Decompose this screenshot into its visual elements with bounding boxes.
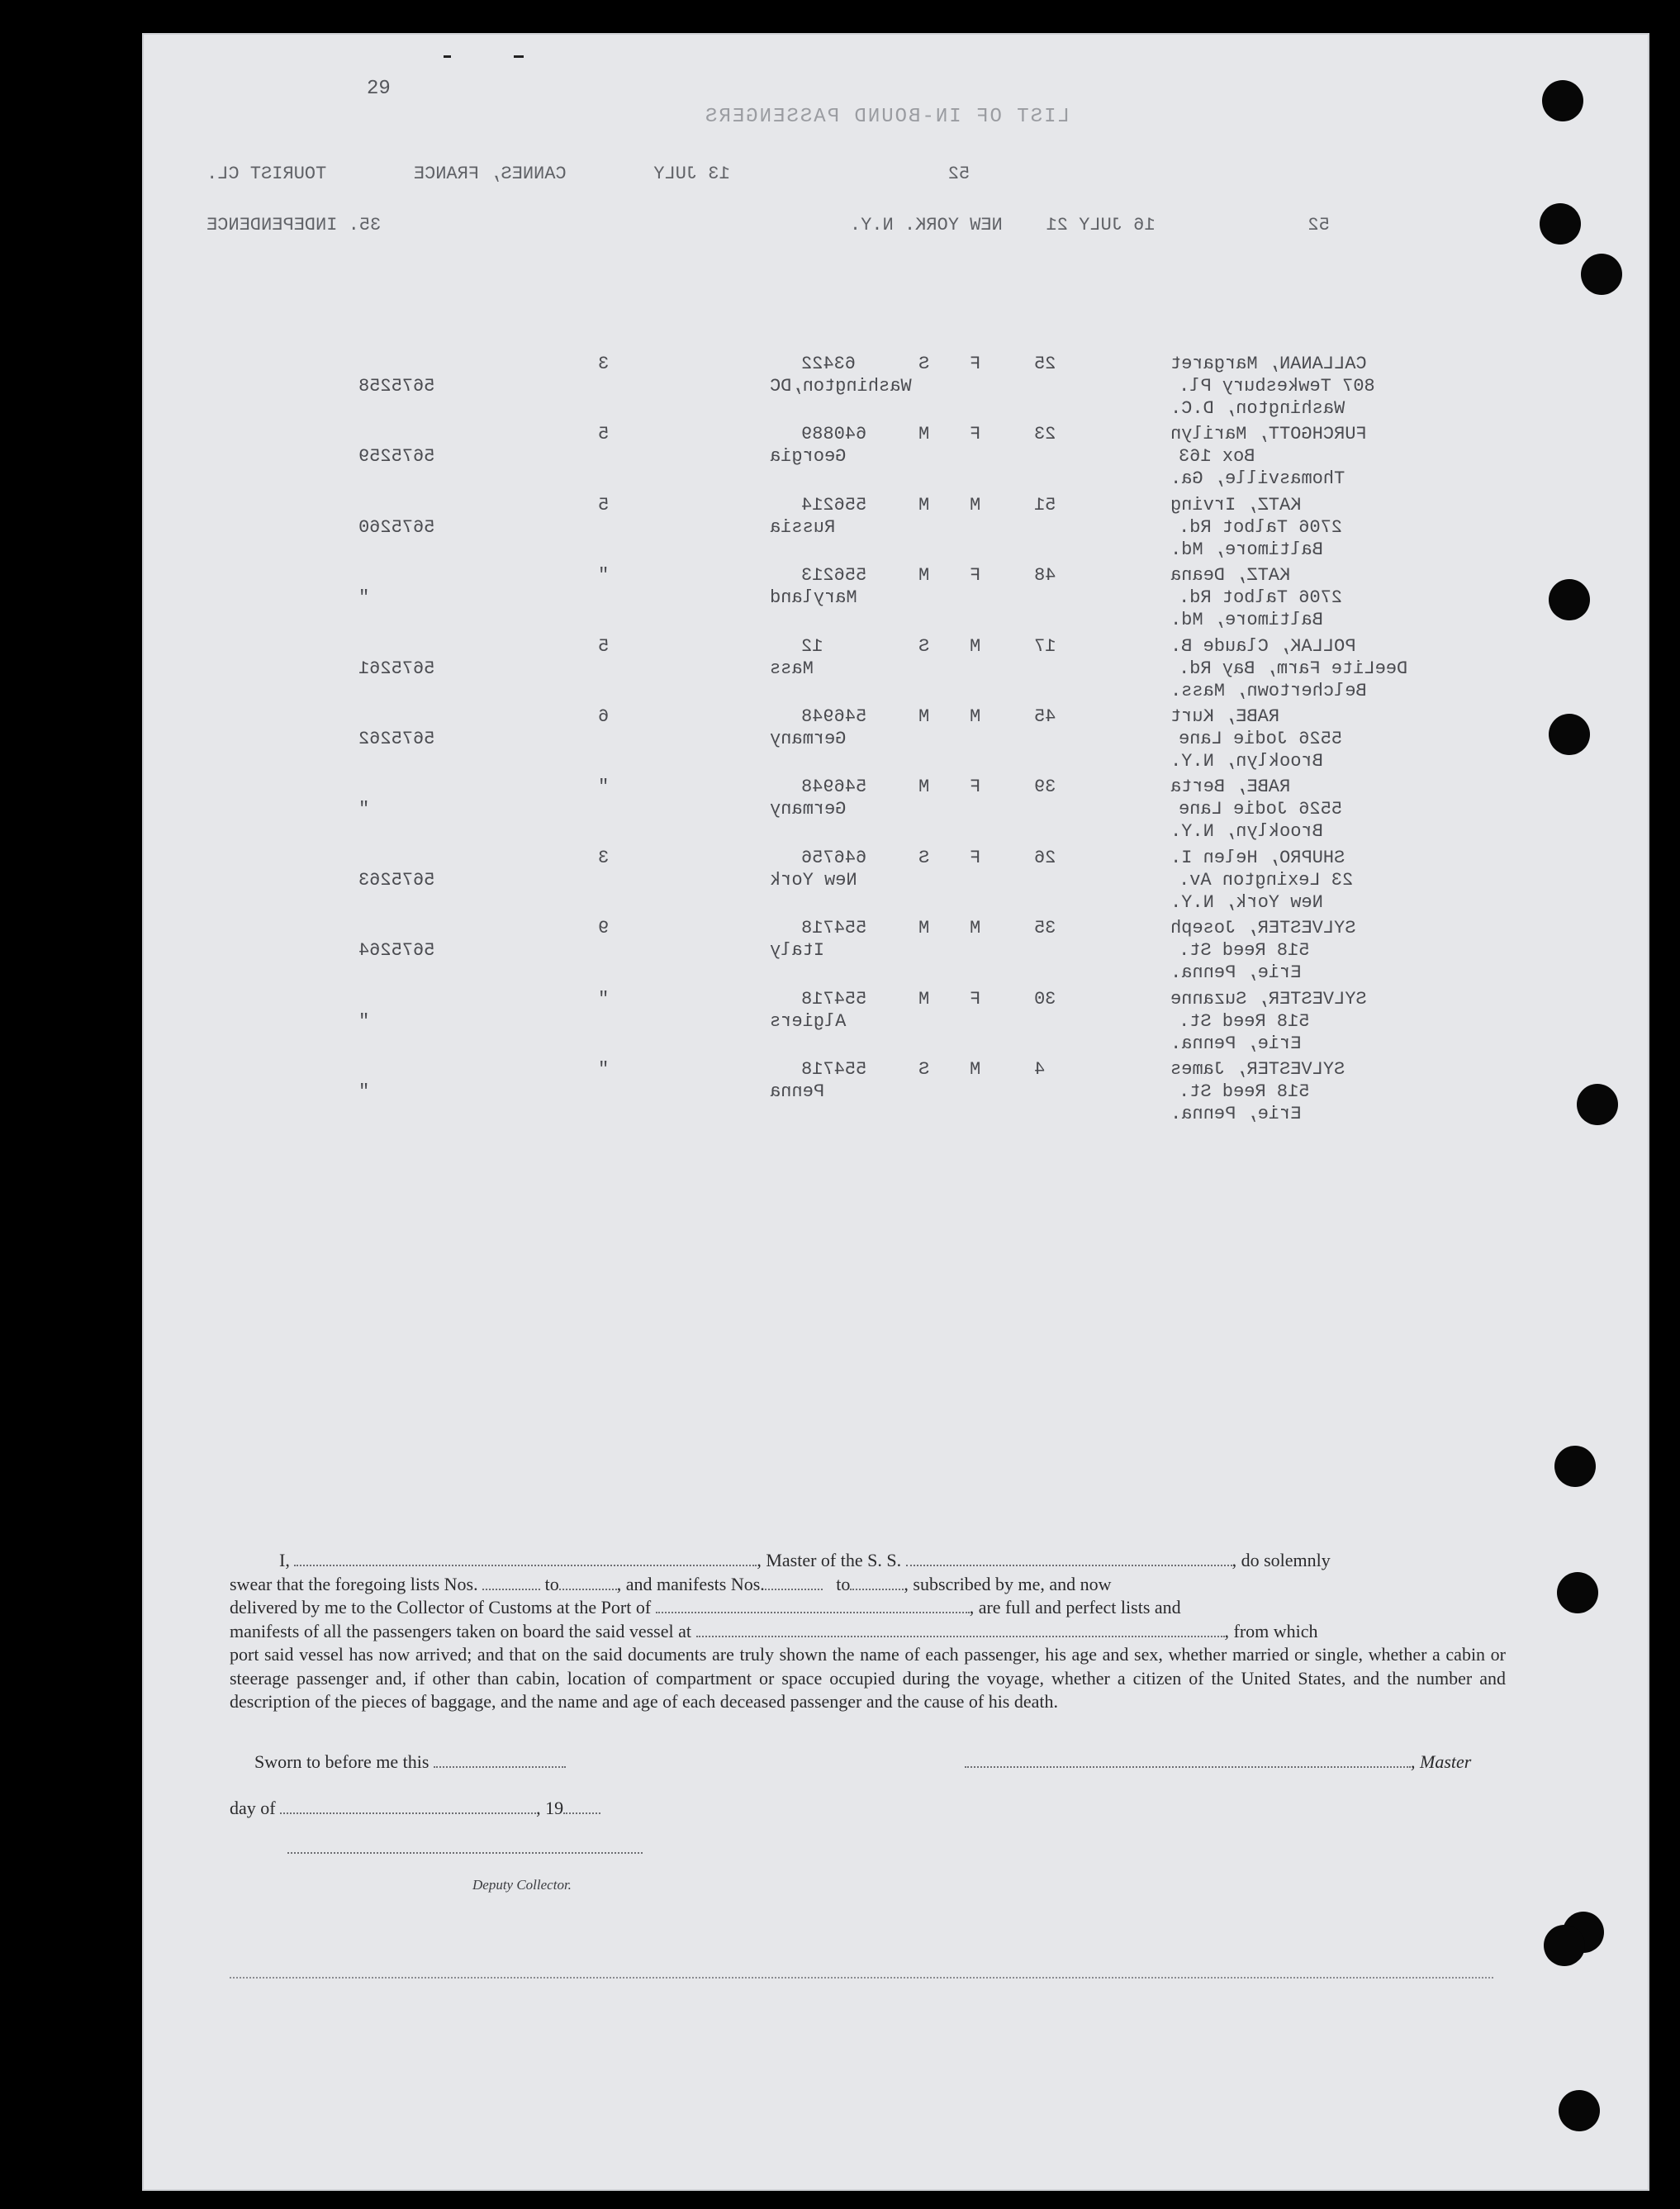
passenger-age: 51 bbox=[1034, 494, 1056, 515]
oath-to-2: to bbox=[836, 1573, 851, 1594]
passenger-certificate: 5675259 bbox=[358, 446, 435, 468]
passenger-age: 45 bbox=[1034, 706, 1056, 727]
oath-full-perfect: , are full and perfect lists and bbox=[969, 1597, 1181, 1618]
passenger-name: SYLVESTER, Suzanne bbox=[1170, 988, 1367, 1009]
passenger-code: 3 bbox=[598, 847, 610, 868]
sworn-line bbox=[254, 1751, 566, 1773]
master-label: , Master bbox=[1411, 1751, 1472, 1772]
deputy-collector-label: Deputy Collector. bbox=[472, 1877, 572, 1893]
passenger-city: Erie, Penna. bbox=[1170, 1033, 1302, 1054]
passenger-sex: M bbox=[970, 635, 981, 657]
passenger-number: 554718 bbox=[801, 1059, 867, 1080]
passenger-nationality: Germany bbox=[770, 729, 847, 749]
oath-solemnly: , do solemnly bbox=[1232, 1550, 1331, 1570]
passenger-number: 556214 bbox=[801, 494, 867, 515]
passenger-age: 25 bbox=[1034, 354, 1056, 374]
passenger-number: 12 bbox=[801, 635, 823, 657]
passenger-certificate: 5675258 bbox=[358, 376, 435, 397]
passenger-city: Baltimore, Md. bbox=[1170, 610, 1323, 631]
passenger-city: Baltimore, Md. bbox=[1170, 539, 1323, 560]
passenger-address: Box 163 bbox=[1179, 446, 1255, 468]
passenger-sex: F bbox=[970, 565, 981, 587]
passenger-code: 5 bbox=[598, 424, 610, 445]
passenger-address: 2706 Talbot Rd. bbox=[1179, 516, 1343, 538]
passenger-number: 554718 bbox=[801, 988, 867, 1009]
day-of-label: day of bbox=[230, 1798, 276, 1818]
passenger-number: 546948 bbox=[801, 777, 867, 798]
passenger-nationality: Washington,DC bbox=[770, 376, 912, 397]
passenger-number: 556213 bbox=[801, 565, 867, 587]
passenger-name: KATZ, Irving bbox=[1170, 494, 1302, 515]
page-number: 29 bbox=[367, 78, 391, 100]
passenger-nationality: Mass bbox=[770, 658, 814, 679]
passenger-age: 26 bbox=[1034, 847, 1056, 868]
passenger-code: 3 bbox=[598, 354, 610, 374]
oath-from-which: , from which bbox=[1224, 1620, 1318, 1641]
day-of-line bbox=[230, 1798, 600, 1819]
oath-manifests: , and manifests Nos. bbox=[616, 1573, 765, 1594]
passenger-sex: F bbox=[970, 354, 981, 374]
passenger-marital-status: M bbox=[918, 777, 930, 798]
passenger-city: New York, N.Y. bbox=[1170, 891, 1323, 913]
passenger-sex: M bbox=[970, 1059, 981, 1080]
passenger-address: 518 Reed St. bbox=[1179, 1010, 1310, 1032]
passenger-age: 4 bbox=[1034, 1059, 1046, 1080]
passenger-certificate: " bbox=[358, 1081, 370, 1102]
oath-lists: swear that the foregoing lists Nos. bbox=[230, 1573, 478, 1594]
passenger-name: SHUPRO, Helen I. bbox=[1170, 847, 1345, 868]
passenger-marital-status: M bbox=[918, 424, 930, 445]
passenger-code: " bbox=[598, 565, 610, 587]
passenger-certificate: " bbox=[358, 587, 370, 609]
passenger-nationality: Algiers bbox=[770, 1010, 847, 1032]
passenger-address: 5526 Jodie Lane bbox=[1179, 729, 1343, 749]
passenger-marital-status: M bbox=[918, 706, 930, 727]
passenger-marital-status: S bbox=[918, 635, 930, 657]
passenger-name: RABE, Berta bbox=[1170, 777, 1291, 798]
oath-subscribed: , subscribed by me, and now bbox=[904, 1573, 1112, 1594]
oath-taken-on-board: manifests of all the passengers taken on board the said vessel at bbox=[230, 1620, 692, 1641]
list-title: LIST OF IN-BOUND PASSENGERS bbox=[704, 106, 1070, 128]
passenger-certificate: " bbox=[358, 1010, 370, 1032]
passenger-address: DeeLite Farm, Bay Rd. bbox=[1179, 658, 1408, 679]
passenger-sex: M bbox=[970, 918, 981, 939]
passenger-marital-status: S bbox=[918, 1059, 930, 1080]
year-label: , 19 bbox=[536, 1798, 564, 1818]
passenger-name: POLLAK, Claude B. bbox=[1170, 635, 1356, 657]
passenger-city: Erie, Penna. bbox=[1170, 1104, 1302, 1124]
passenger-name: SYLVESTER, Joseph bbox=[1170, 918, 1356, 939]
passenger-sex: F bbox=[970, 988, 981, 1009]
passenger-sex: M bbox=[970, 706, 981, 727]
header-line-departure: 52 13 JULY CANNES, FRANCE TOURIST CL. bbox=[206, 164, 971, 184]
passenger-name: FURCHGOTT, Marilyn bbox=[1170, 424, 1367, 445]
passenger-address: 518 Reed St. bbox=[1179, 1081, 1310, 1102]
oath-master-of: , Master of the S. S. bbox=[757, 1550, 902, 1570]
passenger-code: " bbox=[598, 988, 610, 1009]
oath-i: I, bbox=[279, 1550, 290, 1570]
passenger-address: 23 Lexington Av. bbox=[1179, 869, 1354, 891]
passenger-city: Belchertown, Mass. bbox=[1170, 680, 1367, 701]
passenger-nationality: Italy bbox=[770, 940, 825, 962]
passenger-certificate: " bbox=[358, 799, 370, 820]
passenger-code: " bbox=[598, 777, 610, 798]
oath-text bbox=[230, 1549, 1506, 1714]
passenger-code: 5 bbox=[598, 494, 610, 515]
passenger-sex: M bbox=[970, 494, 981, 515]
passenger-code: 9 bbox=[598, 918, 610, 939]
oath-to-1: to bbox=[544, 1573, 559, 1594]
passenger-age: 23 bbox=[1034, 424, 1056, 445]
passenger-nationality: Penna bbox=[770, 1081, 825, 1102]
passenger-nationality: Russia bbox=[770, 516, 836, 538]
passenger-certificate: 5675263 bbox=[358, 869, 435, 891]
deputy-line bbox=[287, 1837, 643, 1859]
passenger-age: 17 bbox=[1034, 635, 1056, 657]
passenger-name: SYLVESTER, James bbox=[1170, 1059, 1345, 1080]
passenger-age: 48 bbox=[1034, 565, 1056, 587]
passenger-city: Brooklyn, N.Y. bbox=[1170, 821, 1323, 843]
passenger-nationality: Maryland bbox=[770, 587, 857, 609]
passenger-name: KATZ, Deana bbox=[1170, 565, 1291, 587]
passenger-nationality: Georgia bbox=[770, 446, 847, 468]
passenger-list bbox=[142, 33, 1649, 2191]
passenger-number: 554718 bbox=[801, 918, 867, 939]
passenger-code: 5 bbox=[598, 635, 610, 657]
passenger-sex: F bbox=[970, 424, 981, 445]
passenger-code: " bbox=[598, 1059, 610, 1080]
passenger-marital-status: M bbox=[918, 565, 930, 587]
passenger-number: 63422 bbox=[801, 354, 857, 374]
passenger-age: 35 bbox=[1034, 918, 1056, 939]
passenger-age: 30 bbox=[1034, 988, 1056, 1009]
passenger-marital-status: S bbox=[918, 847, 930, 868]
passenger-age: 39 bbox=[1034, 777, 1056, 798]
passenger-certificate: 5675264 bbox=[358, 940, 435, 962]
master-signature-line bbox=[965, 1751, 1471, 1773]
passenger-certificate: 5675261 bbox=[358, 658, 435, 679]
oath-body: port said vessel has now arrived; and that on the said documents are truly shown the name of each passenger, his age and sex, whether married or single, whether a cabin or steerage passenger and, if other than cabin, location of compartment or space occupied during the voyage, whether a citizen of the United States, and the number and description of the pieces of baggage, and the name and age of each deceased passenger and the cause of his death. bbox=[230, 1644, 1506, 1712]
passenger-marital-status: M bbox=[918, 988, 930, 1009]
passenger-marital-status: M bbox=[918, 918, 930, 939]
passenger-nationality: Germany bbox=[770, 799, 847, 820]
passenger-city: Brooklyn, N.Y. bbox=[1170, 751, 1323, 772]
sworn-label: Sworn to before me this bbox=[254, 1751, 429, 1772]
bottom-rule bbox=[230, 1977, 1493, 1979]
passenger-city: Thomasville, Ga. bbox=[1170, 468, 1345, 490]
passenger-certificate: 5675260 bbox=[358, 516, 435, 538]
passenger-marital-status: M bbox=[918, 494, 930, 515]
manifest-page bbox=[142, 33, 1649, 2191]
passenger-address: 5526 Jodie Lane bbox=[1179, 799, 1343, 820]
passenger-sex: F bbox=[970, 847, 981, 868]
passenger-city: Erie, Penna. bbox=[1170, 962, 1302, 984]
passenger-city: Washington, D.C. bbox=[1170, 398, 1345, 419]
passenger-address: 807 Tewkesbury Pl. bbox=[1179, 376, 1375, 397]
passenger-number: 640889 bbox=[801, 424, 867, 445]
passenger-name: RABE, Kurt bbox=[1170, 706, 1280, 727]
passenger-marital-status: S bbox=[918, 354, 930, 374]
passenger-sex: F bbox=[970, 777, 981, 798]
passenger-nationality: New York bbox=[770, 869, 857, 891]
passenger-address: 518 Reed St. bbox=[1179, 940, 1310, 962]
passenger-address: 2706 Talbot Rd. bbox=[1179, 587, 1343, 609]
passenger-name: CALLANAN, Margaret bbox=[1170, 354, 1367, 374]
header-line-arrival: 52 16 JULY 21 NEW YORK. N.Y. 35. INDEPENDENCE bbox=[206, 215, 1330, 235]
oath-delivered: delivered by me to the Collector of Customs at the Port of bbox=[230, 1597, 652, 1618]
passenger-code: 6 bbox=[598, 706, 610, 727]
passenger-number: 546948 bbox=[801, 706, 867, 727]
passenger-number: 646756 bbox=[801, 847, 867, 868]
passenger-certificate: 5675262 bbox=[358, 729, 435, 749]
